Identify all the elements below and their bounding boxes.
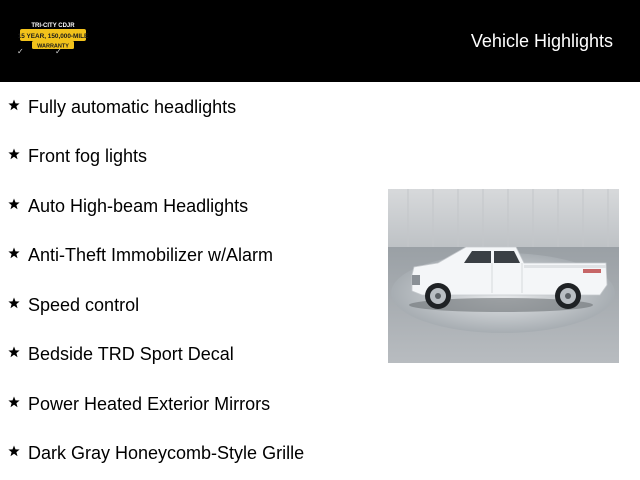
list-item-label: Power Heated Exterior Mirrors bbox=[28, 394, 271, 414]
badge-line3: WARRANTY bbox=[37, 43, 69, 50]
star-icon bbox=[8, 99, 20, 111]
list-item-label: Fully automatic headlights bbox=[28, 97, 237, 117]
list-item bbox=[8, 342, 234, 366]
check-icon: ✓ bbox=[55, 47, 62, 56]
list-item-label: Auto High-beam Headlights bbox=[28, 196, 249, 216]
badge-line2: 15 YEAR, 150,000-MILE bbox=[18, 33, 88, 40]
list-item-label: Front fog lights bbox=[28, 146, 148, 166]
star-icon bbox=[8, 198, 20, 210]
star-icon bbox=[8, 445, 20, 457]
list-item bbox=[8, 441, 304, 465]
star-icon bbox=[8, 346, 20, 358]
check-icon: ✓ bbox=[17, 47, 24, 56]
list-item-label: Bedside TRD Sport Decal bbox=[28, 344, 234, 364]
star-icon bbox=[8, 297, 20, 309]
star-icon bbox=[8, 148, 20, 160]
header-bar bbox=[0, 0, 640, 82]
list-item-label: Speed control bbox=[28, 295, 140, 315]
list-item bbox=[8, 392, 270, 416]
list-item bbox=[8, 194, 248, 218]
list-item-label: Dark Gray Honeycomb-Style Grille bbox=[28, 443, 305, 463]
list-item bbox=[8, 144, 147, 168]
warranty-badge-logo bbox=[18, 19, 88, 53]
pickup-truck-image bbox=[388, 189, 619, 363]
star-icon bbox=[8, 247, 20, 259]
page-title: Vehicle Highlights bbox=[470, 31, 613, 51]
badge-line1: TRI-CITY CDJR bbox=[31, 23, 75, 29]
list-item bbox=[8, 293, 139, 317]
star-icon bbox=[8, 396, 20, 408]
warranty-badge-graphic bbox=[18, 19, 88, 53]
list-item bbox=[8, 95, 236, 119]
vehicle-photo bbox=[388, 189, 619, 363]
list-item bbox=[8, 243, 273, 267]
list-item-label: Anti-Theft Immobilizer w/Alarm bbox=[28, 245, 274, 265]
